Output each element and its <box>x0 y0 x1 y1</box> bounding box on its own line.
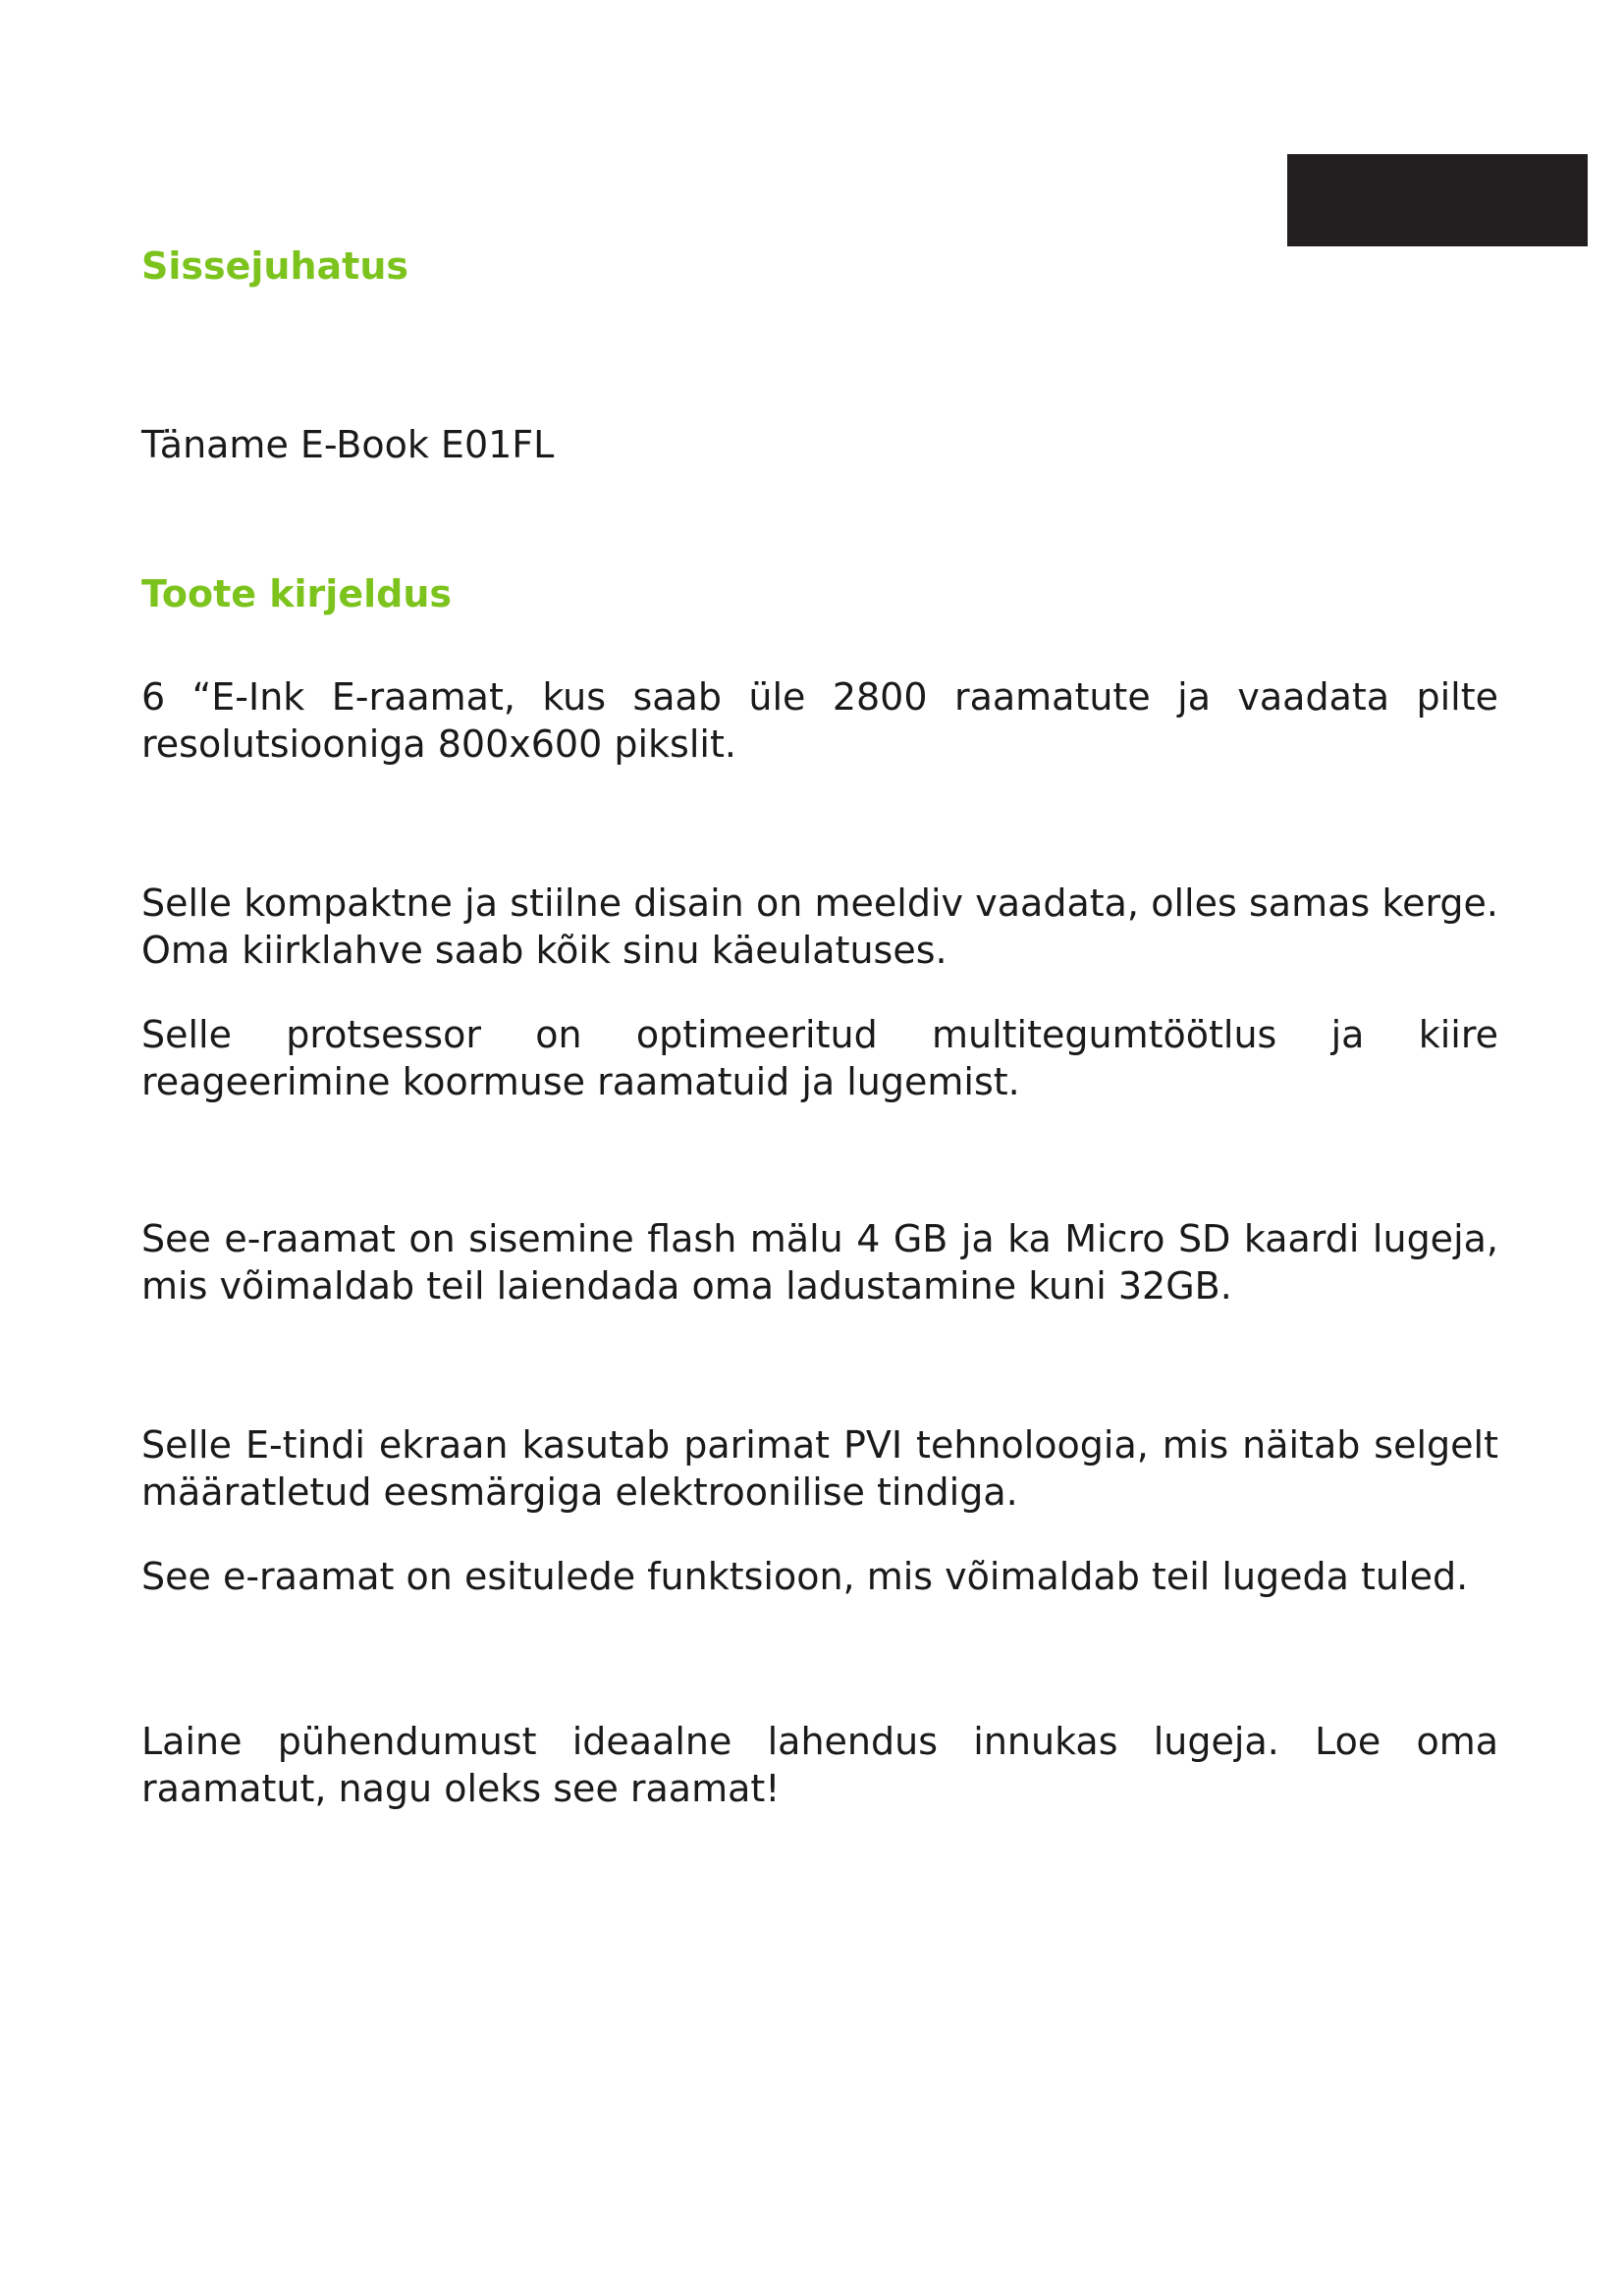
intro-heading: Sissejuhatus <box>141 244 409 288</box>
paragraph-processor: Selle protsessor on optimeeritud multitegumtöötlus ja kiire reageerimine koormuse raamatuid ja lugemist. <box>141 1013 1498 1103</box>
paragraph-screen: Selle E-tindi ekraan kasutab parimat PVI tehnoloogia, mis näitab selgelt määratletud eesmärgiga elektroonilise tindiga. <box>141 1423 1498 1514</box>
paragraph-closing: Laine pühendumust ideaalne lahendus innukas lugeja. Loe oma raamatut, nagu oleks see raamat! <box>141 1720 1498 1810</box>
intro-text: Täname E-Book E01FL <box>141 423 555 466</box>
paragraph-resolution: 6 “E-Ink E-raamat, kus saab üle 2800 raamatute ja vaadata pilte resolutsiooniga 800x600 pikslit. <box>141 675 1498 766</box>
paragraph-frontlight: See e-raamat on esitulede funktsioon, mis võimaldab teil lugeda tuled. <box>141 1555 1469 1598</box>
paragraph-design: Selle kompaktne ja stiilne disain on meeldiv vaadata, olles samas kerge. Oma kiirklahve saab kõik sinu käeulatuses. <box>141 881 1498 972</box>
paragraph-memory: See e-raamat on sisemine flash mälu 4 GB ja ka Micro SD kaardi lugeja, mis võimaldab teil laiendada oma ladustamine kuni 32GB. <box>141 1217 1498 1308</box>
corner-tab <box>1287 154 1588 246</box>
description-heading: Toote kirjeldus <box>141 572 452 615</box>
